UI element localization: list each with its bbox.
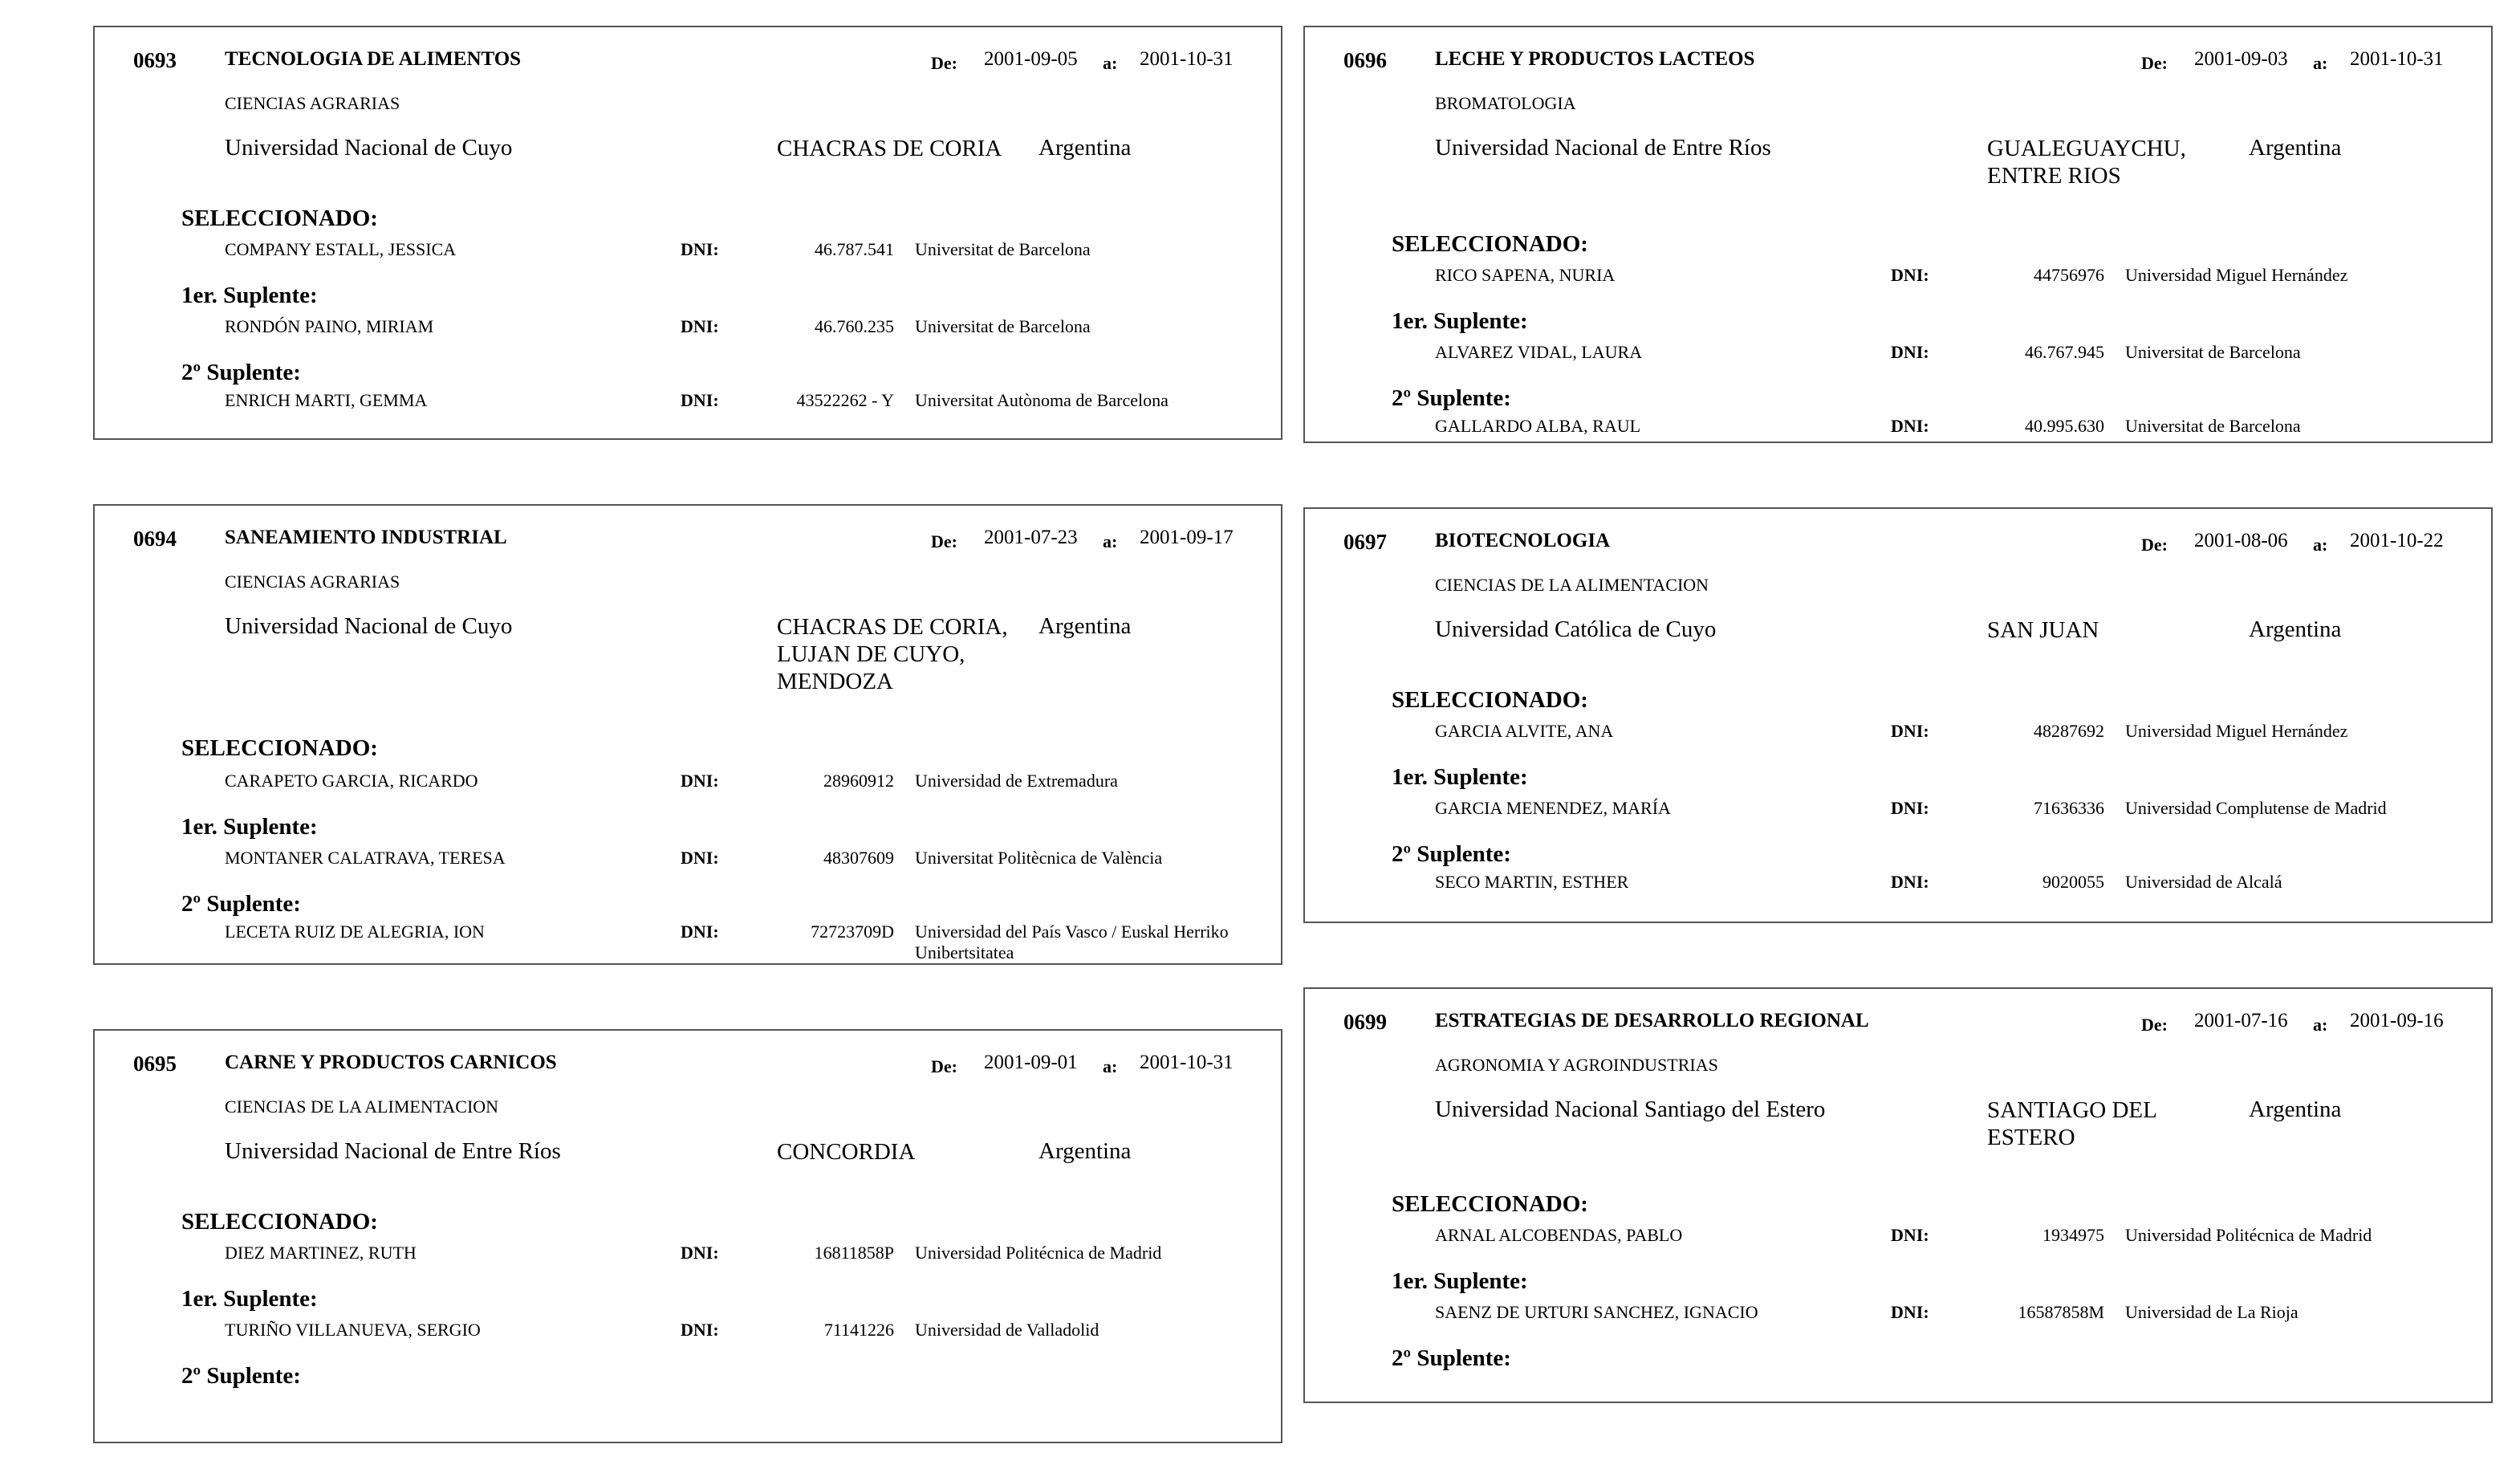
dni-value: 46.760.235 (815, 316, 894, 336)
date-from-label: De: (2141, 1015, 2168, 1035)
person-name: RICO SAPENA, NURIA (1435, 265, 1616, 285)
record-area: CIENCIAS DE LA ALIMENTACION (225, 1097, 499, 1117)
person-name: GARCIA ALVITE, ANA (1435, 721, 1614, 741)
date-to-label: a: (2313, 53, 2328, 73)
record-area: BROMATOLOGIA (1435, 93, 1576, 113)
record-code: 0699 (1343, 1010, 1387, 1034)
person-university: Universidad Miguel Hernández (2125, 721, 2348, 741)
person-university: Universidad de Extremadura (915, 771, 1118, 791)
dni-label: DNI: (1891, 265, 1929, 285)
date-from: 2001-09-01 (984, 1052, 1078, 1073)
first-substitute-heading: 1er. Suplente: (1392, 1268, 1528, 1294)
second-substitute-heading: 2º Suplente: (1392, 385, 1511, 411)
person-name: ARNAL ALCOBENDAS, PABLO (1435, 1225, 1683, 1245)
date-from-label: De: (2141, 535, 2168, 555)
record-card-0694 (93, 504, 1282, 965)
date-from: 2001-08-06 (2194, 530, 2288, 551)
record-card-0693 (93, 26, 1282, 440)
dni-value: 28960912 (823, 771, 894, 791)
selected-heading: SELECCIONADO: (181, 735, 378, 761)
host-institution: Universidad Nacional de Cuyo (225, 135, 513, 161)
date-from-label: De: (931, 1056, 957, 1076)
person-university: Universidad de Alcalá (2125, 872, 2282, 892)
first-substitute-heading: 1er. Suplente: (181, 1286, 318, 1312)
host-country: Argentina (1038, 135, 1132, 161)
dni-value: 40.995.630 (2025, 416, 2104, 436)
dni-label: DNI: (681, 771, 719, 791)
dni-label: DNI: (1891, 721, 1929, 741)
person-name: LECETA RUIZ DE ALEGRIA, ION (225, 922, 485, 942)
dni-value: 46.767.945 (2025, 342, 2104, 362)
date-from: 2001-09-05 (984, 48, 1078, 70)
host-institution: Universidad Nacional de Cuyo (225, 613, 513, 639)
selected-heading: SELECCIONADO: (1392, 231, 1588, 257)
first-substitute-heading: 1er. Suplente: (181, 283, 318, 308)
host-country: Argentina (2249, 1097, 2342, 1122)
record-area: AGRONOMIA Y AGROINDUSTRIAS (1435, 1055, 1718, 1075)
date-to-label: a: (1103, 1056, 1118, 1076)
date-from-label: De: (931, 531, 957, 551)
dni-label: DNI: (681, 922, 719, 942)
host-city: GUALEGUAYCHU, ENTRE RIOS (1987, 136, 2186, 189)
dni-label: DNI: (1891, 1302, 1929, 1322)
date-to-label: a: (1103, 53, 1118, 73)
person-name: COMPANY ESTALL, JESSICA (225, 239, 457, 259)
person-name: ALVAREZ VIDAL, LAURA (1435, 342, 1643, 362)
dni-value: 16811858P (814, 1243, 894, 1263)
record-title: TECNOLOGIA DE ALIMENTOS (225, 48, 522, 70)
dni-value: 16587858M (2018, 1302, 2104, 1322)
person-name: RONDÓN PAINO, MIRIAM (225, 316, 434, 336)
person-university: Universidad Politécnica de Madrid (2125, 1225, 2372, 1245)
dni-label: DNI: (681, 316, 719, 336)
record-code: 0694 (133, 527, 177, 551)
person-university: Universidad Politécnica de Madrid (915, 1243, 1162, 1263)
selected-heading: SELECCIONADO: (1392, 687, 1588, 713)
record-title: LECHE Y PRODUCTOS LACTEOS (1435, 48, 1755, 70)
first-substitute-heading: 1er. Suplente: (1392, 308, 1528, 334)
person-name: TURIÑO VILLANUEVA, SERGIO (225, 1320, 481, 1340)
dni-label: DNI: (681, 1243, 719, 1263)
second-substitute-heading: 2º Suplente: (181, 360, 301, 385)
person-name: CARAPETO GARCIA, RICARDO (225, 771, 478, 791)
person-name: GALLARDO ALBA, RAUL (1435, 416, 1641, 436)
record-area: CIENCIAS AGRARIAS (225, 572, 400, 592)
record-card-0699 (1303, 987, 2493, 1403)
record-title: SANEAMIENTO INDUSTRIAL (225, 527, 507, 548)
host-institution: Universidad Católica de Cuyo (1435, 616, 1717, 642)
dni-value: 1934975 (2042, 1225, 2104, 1245)
person-university: Universidad Complutense de Madrid (2125, 798, 2387, 818)
record-code: 0693 (133, 48, 177, 72)
record-title: BIOTECNOLOGIA (1435, 530, 1611, 551)
date-from: 2001-07-16 (2194, 1010, 2288, 1031)
person-name: SAENZ DE URTURI SANCHEZ, IGNACIO (1435, 1302, 1758, 1322)
host-city: CHACRAS DE CORIA (777, 136, 1002, 161)
person-name: DIEZ MARTINEZ, RUTH (225, 1243, 417, 1263)
selected-heading: SELECCIONADO: (181, 1209, 378, 1235)
record-area: CIENCIAS AGRARIAS (225, 93, 400, 113)
date-to: 2001-09-17 (1140, 527, 1234, 548)
dni-value: 43522262 - Y (796, 390, 894, 410)
dni-value: 44756976 (2034, 265, 2104, 285)
record-title: ESTRATEGIAS DE DESARROLLO REGIONAL (1435, 1010, 1869, 1031)
record-code: 0696 (1343, 48, 1387, 72)
date-to: 2001-09-16 (2350, 1010, 2444, 1031)
dni-label: DNI: (1891, 798, 1929, 818)
person-university: Universidad de Valladolid (915, 1320, 1099, 1340)
date-from-label: De: (931, 53, 957, 73)
dni-value: 71636336 (2034, 798, 2104, 818)
person-university: Universitat de Barcelona (915, 316, 1091, 336)
dni-value: 48307609 (823, 848, 894, 868)
person-university: Universitat Politècnica de València (915, 848, 1163, 868)
host-city: SAN JUAN (1987, 617, 2099, 643)
dni-label: DNI: (681, 1320, 719, 1340)
host-institution: Universidad Nacional Santiago del Estero (1435, 1097, 1826, 1122)
record-card-0695 (93, 1029, 1282, 1443)
date-to-label: a: (1103, 531, 1118, 551)
dni-value: 72723709D (811, 922, 894, 942)
first-substitute-heading: 1er. Suplente: (181, 814, 318, 840)
dni-value: 48287692 (2034, 721, 2104, 741)
person-name: ENRICH MARTI, GEMMA (225, 390, 428, 410)
person-university: Universitat de Barcelona (2125, 416, 2301, 436)
host-city: CONCORDIA (777, 1139, 916, 1165)
date-from-label: De: (2141, 53, 2168, 73)
second-substitute-heading: 2º Suplente: (181, 891, 301, 917)
dni-value: 71141226 (823, 1320, 894, 1340)
record-card-0697 (1303, 507, 2493, 923)
dni-label: DNI: (1891, 1225, 1929, 1245)
dni-label: DNI: (1891, 416, 1929, 436)
host-city: SANTIAGO DEL ESTERO (1987, 1097, 2156, 1150)
person-name: SECO MARTIN, ESTHER (1435, 872, 1629, 892)
date-to-label: a: (2313, 1015, 2328, 1035)
record-card-0696 (1303, 26, 2493, 443)
person-university: Universidad de La Rioja (2125, 1302, 2298, 1322)
date-from: 2001-09-03 (2194, 48, 2288, 70)
record-area: CIENCIAS DE LA ALIMENTACION (1435, 575, 1709, 595)
person-university: Universitat de Barcelona (2125, 342, 2301, 362)
date-to-label: a: (2313, 535, 2328, 555)
dni-value: 9020055 (2042, 872, 2104, 892)
second-substitute-heading: 2º Suplente: (1392, 841, 1511, 867)
date-to: 2001-10-31 (1140, 48, 1234, 70)
person-name: MONTANER CALATRAVA, TERESA (225, 848, 506, 868)
record-code: 0697 (1343, 530, 1387, 554)
first-substitute-heading: 1er. Suplente: (1392, 764, 1528, 790)
second-substitute-heading: 2º Suplente: (1392, 1345, 1511, 1371)
second-substitute-heading: 2º Suplente: (181, 1363, 301, 1389)
host-country: Argentina (1038, 613, 1132, 639)
person-university: Universitat de Barcelona (915, 239, 1091, 259)
selected-heading: SELECCIONADO: (1392, 1191, 1588, 1217)
dni-label: DNI: (1891, 872, 1929, 892)
record-code: 0695 (133, 1052, 177, 1076)
dni-value: 46.787.541 (815, 239, 894, 259)
dni-label: DNI: (681, 390, 719, 410)
selected-heading: SELECCIONADO: (181, 205, 378, 231)
dni-label: DNI: (1891, 342, 1929, 362)
date-to: 2001-10-22 (2350, 530, 2444, 551)
person-university: Universidad del País Vasco / Euskal Herriko Unibertsitatea (915, 922, 1229, 962)
dni-label: DNI: (681, 848, 719, 868)
host-country: Argentina (2249, 616, 2342, 642)
host-country: Argentina (1038, 1138, 1132, 1164)
person-university: Universitat Autònoma de Barcelona (915, 390, 1169, 410)
person-university: Universidad Miguel Hernández (2125, 265, 2348, 285)
person-name: GARCIA MENENDEZ, MARÍA (1435, 798, 1671, 818)
host-city: CHACRAS DE CORIA, LUJAN DE CUYO, MENDOZA (777, 614, 1008, 694)
date-from: 2001-07-23 (984, 527, 1078, 548)
host-institution: Universidad Nacional de Entre Ríos (1435, 135, 1771, 161)
date-to: 2001-10-31 (1140, 1052, 1234, 1073)
record-title: CARNE Y PRODUCTOS CARNICOS (225, 1052, 557, 1073)
host-institution: Universidad Nacional de Entre Ríos (225, 1138, 561, 1164)
host-country: Argentina (2249, 135, 2342, 161)
date-to: 2001-10-31 (2350, 48, 2444, 70)
dni-label: DNI: (681, 239, 719, 259)
